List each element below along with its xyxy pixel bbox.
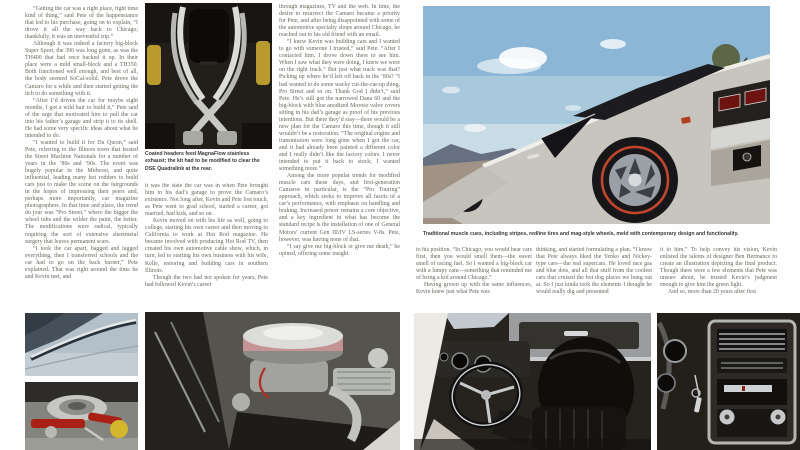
left-text-column-1 xyxy=(25,6,138,312)
body-paragraph: Having grown up with the same influences, Kevin knew just what Pete was xyxy=(416,282,532,296)
engine-bay-photo xyxy=(145,312,400,450)
beauty-photo-caption: Traditional muscle cues, including stripes, redline tires and mag-style wheels, meld with contemporary design and functionality. xyxy=(423,231,739,237)
body-paragraph: thinking, and started formulating a plan. “I know that Pete always liked the Yenko and Nickey-type cars—the real supercars. He loved race gas and blue dots, and all that stuff from the coolest cars that cruised the hot dog places we hung out at. So I just kinda took the elements I thought he would really dig and presented xyxy=(536,247,652,296)
camaro-rear-quarter-photo xyxy=(423,6,770,224)
body-paragraph: “I knew Kevin was building cars and I wanted to go with someone I trusted,” said Pete. “After I contacted him, I drove down there to see him. When I saw what they were doing, I knew we were on the right track.” But just what track was that? Picking up where he’d left off back in the ’80s? “I had wanted to do some wacky cut-the-car-up thing, Pro Street and so on. Thank God I didn’t,” said Pete. He’s still got the narrowed Dana 60 and the big-block with blue anodized Moroso valve covers sitting in his dad’s garage as proof of his previous intentions. But there they’d stay—there would be a new plan for the Camaro this time, though it still wouldn’t be a restoration. “The original engine and transmission were long gone when I got the car, and it had already been painted a different color and I really didn’t like the factory colors. I never intended to put it back to stock; I wanted something more.” xyxy=(279,39,400,173)
fuel-injection-photo xyxy=(25,382,138,450)
console-radio-photo xyxy=(657,313,800,450)
left-text-column-3 xyxy=(279,4,400,308)
body-paragraph: through magazines, TV and the web. In time, the desire to resurrect the Camaro became a priority for Pete, and after being disappointed with some of the automotive specialty shops around Chicago, he reached out to his old friend with an email. xyxy=(279,4,400,39)
body-paragraph: it was the state the car was in when Pete brought him to his dad’s garage to prove the Camaro’s existence. Not long after, Kevin and Pete lost touch, as Pete went to grad school, started a career, got married, had kids, and so on. xyxy=(145,183,268,218)
right-text-column-2 xyxy=(536,247,652,311)
body-paragraph: “I wanted to build it for Du Quoin,” said Pete, referring to the Illinois town that hosted the Street Machine Nationals for a number of years in the ’80s and ’90s. The event was hugely popular in the Midwest, and quite influential, leading many hot rodders to build cars just to make the scene on the fairgrounds in the hopes of impressing their peers and, perhaps more importantly, car magazine photographers. In that time and place, the trend du jour was “Pro Street,” where the bigger the wheel tubs and the wilder the paint, the better. The modifications were radical, typically requiring the sort of extensive sheetmetal surgery that leaves permanent scars. xyxy=(25,139,138,245)
interior-cockpit-photo xyxy=(414,313,651,450)
body-paragraph: it to him.” To help convey his vision, Kevin enlisted the talents of designer Ben Hermance to create an illustration depicting the final product. Though there were a few elements that Pete was unsure about, he trusted Kevin’s judgment enough to give him the green light. xyxy=(660,247,777,289)
body-paragraph: And so, more than 20 years after first xyxy=(668,289,757,296)
right-text-column-3 xyxy=(660,247,777,311)
body-paragraph: Although it was indeed a factory big-block Super Sport, the 396 was long gone, as was the TH400 that had once backed it up. In their place were a mild small-block and a TH350. Both functioned well enough, and best of all, the body seemed SoCal-solid. Pete drove the Camaro for a while and then started getting the itch to do something with it. xyxy=(25,41,138,97)
body-paragraph: to his position. “In Chicago, you would hear cars first, then you would smell them—the sweet smell of racing fuel. So I wanted a big-block car with a lumpy cam—something that reminded me of being a kid around Chicago.” xyxy=(416,247,532,282)
right-text-column-1 xyxy=(416,247,532,311)
left-text-column-2 xyxy=(145,183,268,307)
body-paragraph: “After I’d driven the car for maybe eight months, I got a wild hair to build it,” Pete said of the urge that motivated him to pull the car into his father’s garage and strip it to its shell. He had some very specific ideas about what he intended to do. xyxy=(25,97,138,139)
body-paragraph: Though the two had not spoken for years, Pete had followed Kevin’s career xyxy=(145,274,268,288)
body-paragraph: “I say give me big-block or give me death,” he opined, offering some insight xyxy=(279,243,400,257)
body-paragraph: “I took the car apart, bagged and tagged everything, then I transferred schools and the car had to go on the back burner,” Pete explained. That was right around the time he and Kevin met, and xyxy=(25,245,138,280)
body-paragraph: “Getting the car was a right place, right time kind of thing,” said Pete of the happenstance that led to his purchase, going on to explain, “I drove it all the way back to Chicago; thankfully, it was an uneventful trip.” xyxy=(25,6,138,41)
exhaust-headers-photo xyxy=(145,3,272,149)
body-paragraph: Kevin moved on with his life as well, going to college, starting his own career and then moving to California to work at Hot Rod magazine. He became involved with producing Hot Rod TV, then created his own automotive cable show, which, in turn, led to starting his own business with his wife, Kelle, restoring and building cars in southern Illinois. xyxy=(145,218,268,274)
body-paragraph: Among the more popular trends for modified muscle cars these days, and first-generation Camaros in particular, is the “Pro Touring” approach, which seeks to improve all facets of a car’s performance, with emphasis on handling and braking. Increased power remains a core objective, and a key ingredient in what has become the standard recipe is the installation of one of General Motors’ current Gen III/IV LS-series V-8s. Pete, however, was having none of that. xyxy=(279,173,400,243)
hood-cowl-photo xyxy=(25,313,138,376)
headers-photo-caption: Coated headers feed MagnaFlow stainless exhaust; the kit had to be modified to clear the DSE Quadralink at the rear. xyxy=(145,151,260,172)
